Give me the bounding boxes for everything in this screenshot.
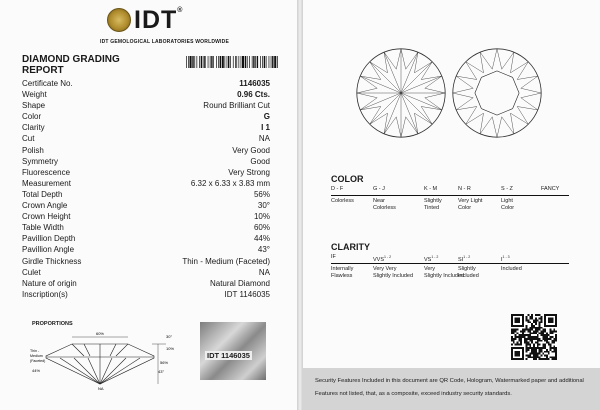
grade-label: N - R [458, 186, 471, 192]
grade-description: Very Slightly Included [424, 266, 465, 279]
clarity-description-row [331, 264, 569, 280]
color-description-row [331, 196, 569, 212]
girdle-label-3: (Faceted) [30, 359, 46, 363]
grade-description: Light Color [501, 198, 515, 211]
grading-row [22, 156, 270, 167]
grade-description: Included [501, 266, 522, 272]
grading-row [22, 89, 270, 100]
field-label: Certificate No. [22, 79, 73, 88]
field-label: Measurement [22, 178, 71, 188]
grading-row [22, 133, 270, 144]
field-value: 6.32 x 6.33 x 3.83 mm [190, 178, 270, 188]
field-label: Symmetry [22, 156, 58, 166]
diamond-pavilion-view [450, 46, 544, 140]
clarity-grade-row [331, 254, 569, 264]
grading-row [22, 100, 270, 111]
grade-label: G - J [373, 186, 385, 192]
grading-row [22, 211, 270, 222]
grading-row [22, 122, 270, 133]
grade-label: $I^{1 - 3}$ [501, 255, 510, 263]
field-value: Very Good [232, 145, 270, 155]
color-scale-title: COLOR [331, 174, 364, 184]
brand-subtitle: IDT GEMOLOGICAL LABORATORIES WORLDWIDE [100, 39, 229, 45]
barcode [186, 56, 278, 68]
pavilion-angle-label: 43° [158, 369, 165, 374]
field-label: Crown Height [22, 212, 71, 222]
field-value: Round Brilliant Cut [203, 101, 270, 111]
security-footer [303, 368, 600, 410]
grading-row [22, 167, 270, 178]
field-value: NA [258, 134, 270, 144]
grading-row [22, 244, 270, 255]
field-label: Culet [22, 267, 41, 277]
total-depth-label: 56% [160, 360, 169, 365]
field-value: 10% [253, 212, 270, 222]
table-width-label: 60% [95, 331, 105, 336]
grading-fields [22, 78, 270, 300]
proportions-title: PROPORTIONS [32, 321, 73, 327]
brand-logo [107, 8, 183, 32]
field-label: Cut [22, 134, 35, 144]
field-label: Crown Angle [22, 201, 68, 211]
grade-label: S - Z [501, 186, 513, 192]
field-value: I 1 [261, 123, 270, 133]
grading-row [22, 256, 270, 267]
grading-row [22, 200, 270, 211]
field-label: Table Width [22, 223, 64, 233]
security-notice: Security Features Included in this document are QR Code, Hologram, Watermarked paper and additional Features not listed, that, as a composite, exceed industry security standards. [315, 378, 584, 397]
grading-row [22, 289, 270, 300]
grading-row [22, 78, 270, 89]
grading-row [22, 111, 270, 122]
field-value: Natural Diamond [209, 278, 270, 288]
grading-row [22, 267, 270, 278]
grade-description: Slightly Included [458, 266, 479, 279]
grading-row [22, 145, 270, 156]
field-label: Polish [22, 145, 44, 155]
color-grade-row [331, 186, 569, 196]
color-scale [331, 186, 569, 212]
grade-label: VVS$^{1 - 2}$ [373, 255, 392, 263]
field-label: Weight [22, 90, 47, 100]
field-value: 44% [253, 234, 270, 244]
field-value: 30° [257, 201, 270, 211]
field-value: 56% [253, 189, 270, 199]
field-value: Very Strong [228, 167, 270, 177]
grade-label: FANCY [541, 186, 560, 192]
gold-seal-icon [107, 8, 131, 32]
crown-height-label: 10% [166, 346, 175, 351]
grade-description: Near Colorless [373, 198, 396, 211]
field-label: Pavillion Depth [22, 234, 76, 244]
brand-name: IDT® [134, 6, 184, 34]
report-title: DIAMOND GRADING REPORT [22, 54, 120, 76]
grade-description: Internally Flawless [331, 266, 354, 279]
girdle-label-1: Thin - [30, 349, 40, 353]
field-label: Color [22, 112, 42, 122]
field-label: Fluorescence [22, 167, 71, 177]
grade-label: D - F [331, 186, 344, 192]
grade-label: IF [331, 254, 336, 260]
field-value: 43° [257, 245, 270, 255]
report-front-page [0, 0, 297, 410]
field-value: 60% [253, 223, 270, 233]
grading-row [22, 189, 270, 200]
field-value: NA [258, 267, 270, 277]
field-value: 0.96 Cts. [237, 90, 270, 100]
field-value: Good [250, 156, 270, 166]
field-label: Pavillion Angle [22, 245, 75, 255]
report-back-page [303, 0, 600, 410]
field-value: IDT 1146035 [224, 289, 270, 299]
field-label: Girdle Thickness [22, 256, 82, 266]
field-value: 1146035 [239, 79, 270, 88]
proportions-diagram [30, 326, 190, 391]
diamond-photo [200, 322, 266, 380]
grade-label: K - M [424, 186, 438, 192]
field-value: G [263, 112, 270, 122]
crown-angle-label: 30° [166, 334, 173, 339]
grade-description: Very Light Color [458, 198, 483, 211]
field-label: Total Depth [22, 189, 63, 199]
pavilion-depth-label: 44% [32, 368, 41, 373]
grading-row [22, 233, 270, 244]
grade-label: VS$^{1 - 2}$ [424, 255, 439, 263]
grade-description: Slightly Tinted [424, 198, 442, 211]
field-label: Clarity [22, 123, 45, 133]
diamond-crown-view [354, 46, 448, 140]
field-value: Thin - Medium (Faceted) [182, 256, 270, 266]
culet-label: NA [98, 386, 104, 391]
grade-description: Very Very Slightly Included [373, 266, 414, 279]
grading-row [22, 178, 270, 189]
grade-description: Colorless [331, 198, 354, 204]
clarity-scale [331, 254, 569, 280]
field-label: Nature of origin [22, 278, 77, 288]
girdle-label-2: Medium [30, 354, 43, 358]
grading-row [22, 278, 270, 289]
qr-code [511, 314, 557, 360]
field-label: Inscription(s) [22, 289, 68, 299]
grade-label: SI$^{1 - 2}$ [458, 255, 471, 263]
field-label: Shape [22, 101, 46, 111]
grading-row [22, 222, 270, 233]
photo-inscription-label: IDT 1146035 [207, 351, 250, 360]
clarity-scale-title: CLARITY [331, 242, 370, 252]
